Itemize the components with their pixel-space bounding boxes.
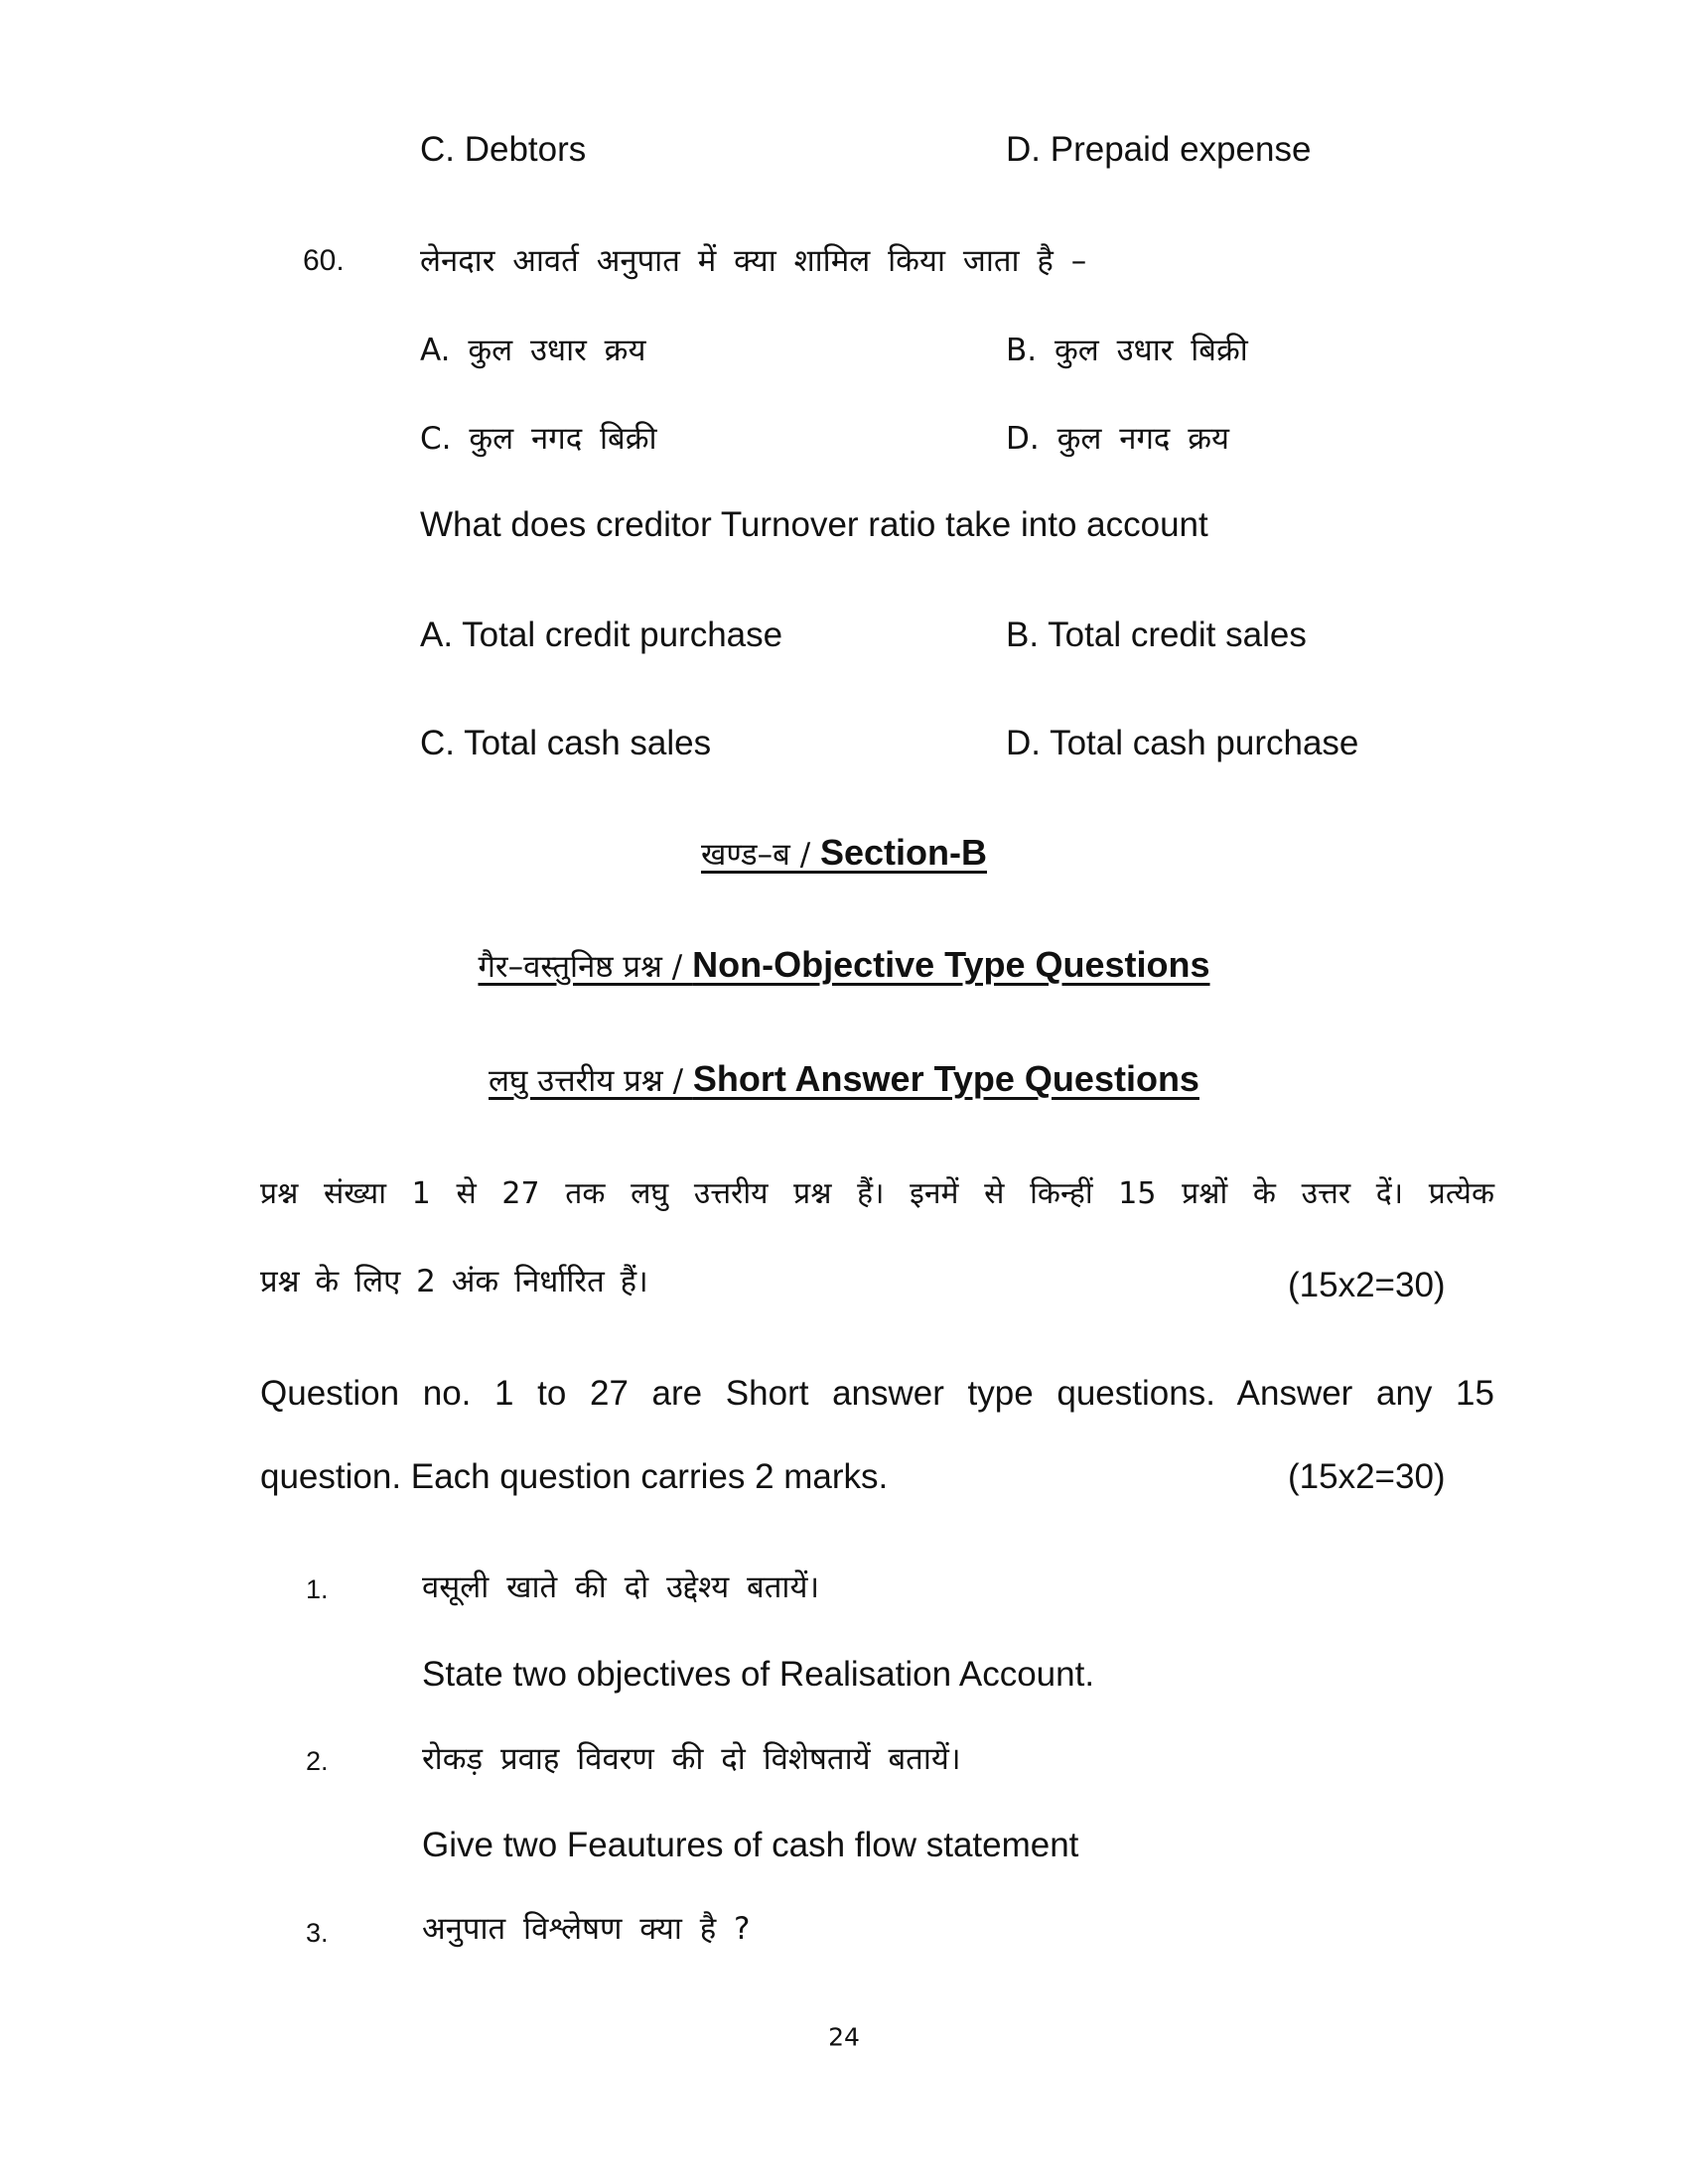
question-text-hindi: लेनदार आवर्त अनुपात में क्या शामिल किया जाता है – xyxy=(420,243,1087,279)
option-b-english: B. Total credit sales xyxy=(1006,615,1307,654)
section-subtitle xyxy=(0,942,1688,990)
question-1-english: State two objectives of Realisation Account. xyxy=(422,1655,1095,1694)
question-2-number: 2. xyxy=(306,1746,329,1776)
option-a-english: A. Total credit purchase xyxy=(420,615,783,654)
option-d-hindi: D. कुल नगद क्रय xyxy=(1006,421,1230,457)
option-a-hindi: A. कुल उधार क्रय xyxy=(420,333,646,368)
option-b-hindi: B. कुल उधार बिक्री xyxy=(1006,333,1248,368)
question-2-hindi: रोकड़ प्रवाह विवरण की दो विशेषतायें बतायें। xyxy=(422,1741,961,1777)
marks-hindi: (15x2=30) xyxy=(1288,1266,1446,1304)
section-subtitle-english: Non-Objective Type Questions xyxy=(692,944,1210,985)
option-d: D. Prepaid expense xyxy=(1006,130,1312,169)
instructions-english-line1: Question no. 1 to 27 are Short answer type questions. Answer any 15 xyxy=(260,1374,1494,1413)
question-type-hindi: लघु उत्तरीय प्रश्न / xyxy=(489,1063,693,1099)
page-number: 24 xyxy=(828,2022,860,2052)
marks-english: (15x2=30) xyxy=(1288,1457,1446,1496)
question-text-english: What does creditor Turnover ratio take into account xyxy=(420,505,1208,544)
section-title xyxy=(0,830,1688,878)
question-3-number: 3. xyxy=(306,1918,329,1948)
instructions-english-line2: question. Each question carries 2 marks. xyxy=(260,1457,889,1496)
question-number: 60. xyxy=(303,244,345,277)
question-3-hindi: अनुपात विश्लेषण क्या है ? xyxy=(422,1911,751,1947)
section-subtitle-hindi: गैर–वस्तुनिष्ठ प्रश्न / xyxy=(478,949,693,985)
question-1-hindi: वसूली खाते की दो उद्देश्य बतायें। xyxy=(422,1570,820,1605)
option-d-english: D. Total cash purchase xyxy=(1006,724,1359,762)
question-type-heading xyxy=(0,1056,1688,1104)
question-1-number: 1. xyxy=(306,1574,329,1604)
question-2-english: Give two Feautures of cash flow statement xyxy=(422,1826,1079,1864)
instructions-hindi-line2: प्रश्न के लिए 2 अंक निर्धारित हैं। xyxy=(260,1264,648,1299)
option-c-english: C. Total cash sales xyxy=(420,724,712,762)
option-c-hindi: C. कुल नगद बिक्री xyxy=(420,421,657,457)
section-title-hindi: खण्ड–ब / xyxy=(700,837,820,873)
question-type-english: Short Answer Type Questions xyxy=(692,1058,1199,1099)
section-title-english: Section-B xyxy=(820,832,988,873)
instructions-hindi-line1: प्रश्न संख्या 1 से 27 तक लघु उत्तरीय प्रश्न हैं। इनमें से किन्हीं 15 प्रश्नों के उत्तर दें। प्रत्येक xyxy=(260,1176,1494,1211)
option-c: C. Debtors xyxy=(420,130,587,169)
